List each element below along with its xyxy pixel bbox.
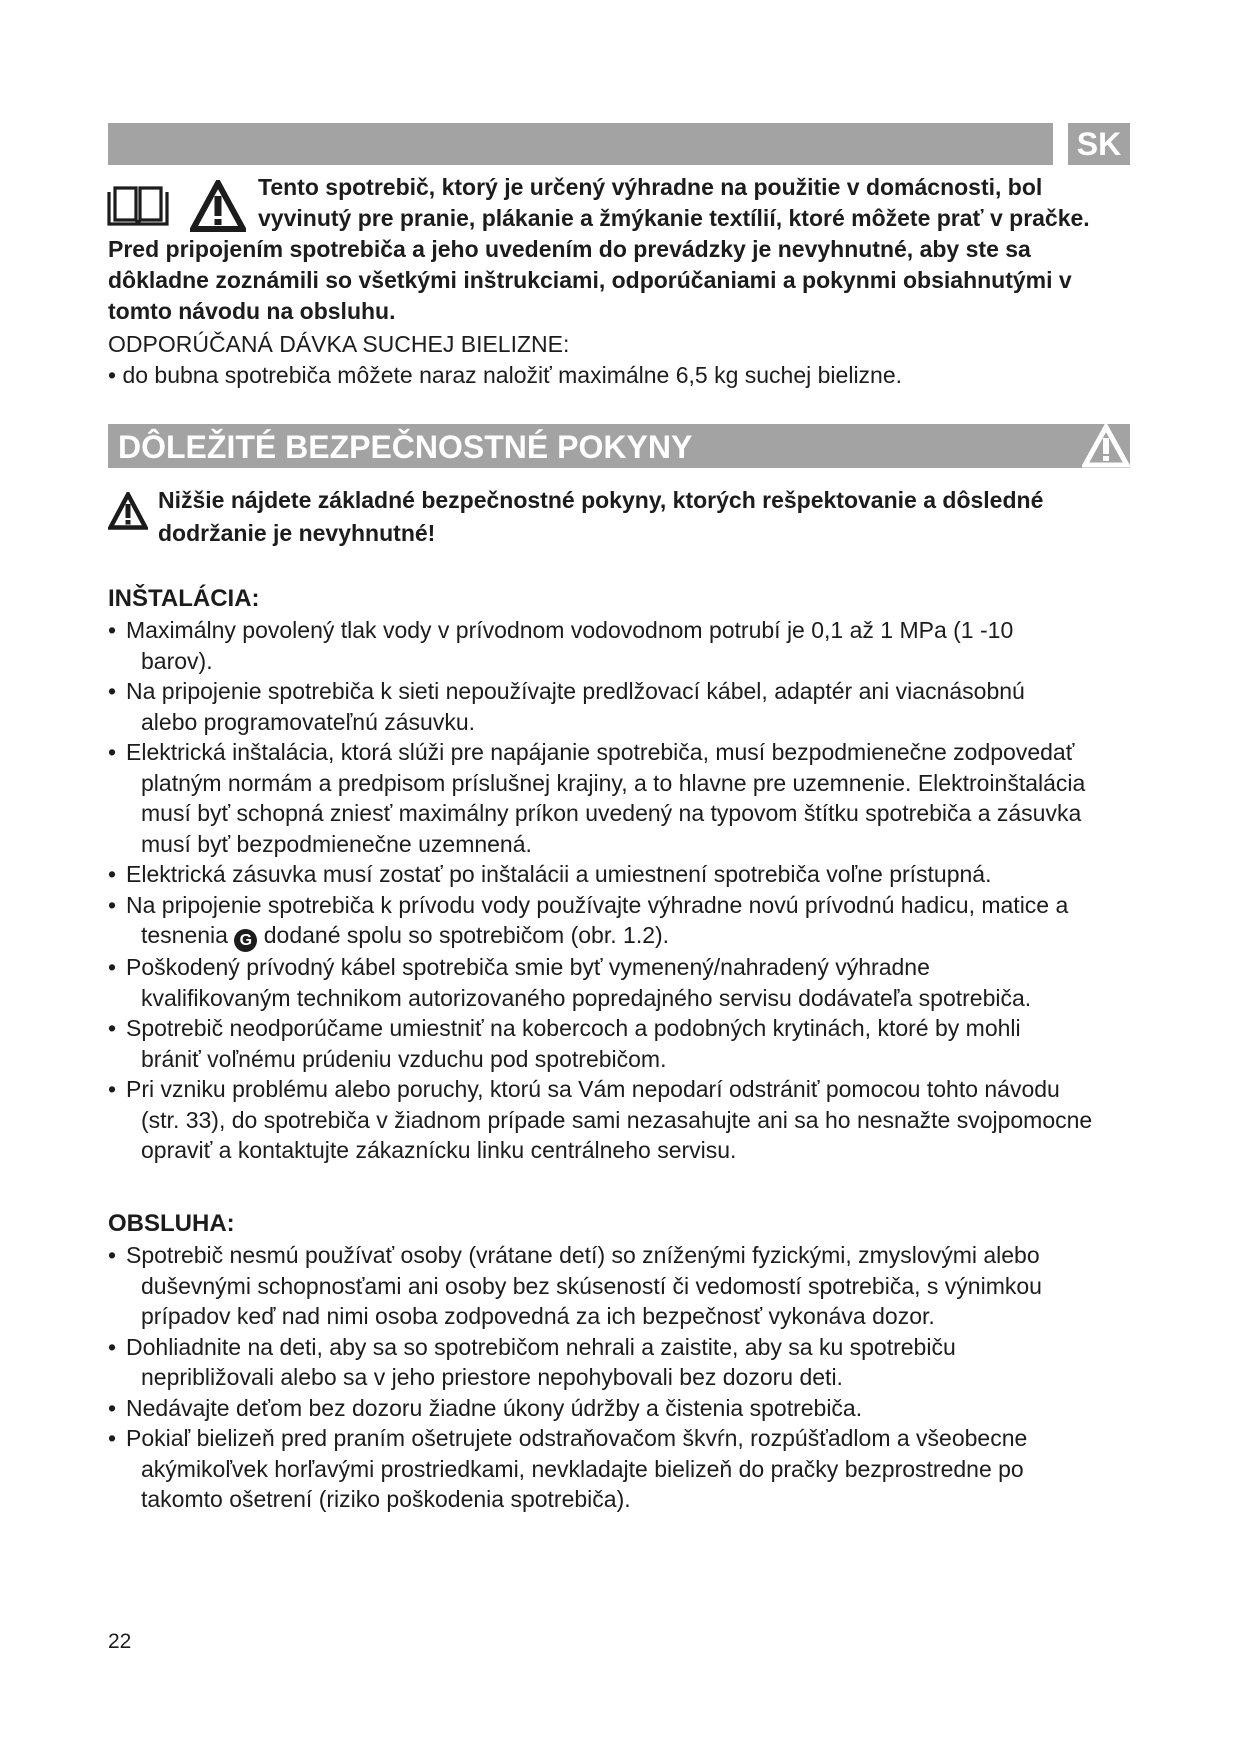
dose-title: ODPORÚČANÁ DÁVKA SUCHEJ BIELIZNE:: [108, 331, 570, 357]
warning-triangle-icon: [108, 492, 148, 530]
list-item: • Pokiaľ bielizeň pred praním ošetrujete odstraňovačom škvŕn, rozpúšťadlom a všeobecne akýmikoľvek horľavými prostriedkami, nevkladajte bielizeň do pračky bezprostredne po takomto ošetrení (riziko poškodenia spotrebiča).: [108, 1425, 1028, 1512]
book-icon: [106, 184, 170, 228]
list-item: • Maximálny povolený tlak vody v prívodnom vodovodnom potrubí je 0,1 až 1 MPa (1 -10 barov).: [108, 617, 1014, 674]
operation-list: [108, 1240, 1128, 1515]
list-item: • Spotrebič neodporúčame umiestniť na kobercoch a podobných krytinách, ktoré by mohli brániť voľnému prúdeniu vzduchu pod spotrebičom.: [108, 1015, 1021, 1072]
intro-line: tomto návodu na obsluhu.: [108, 298, 396, 324]
operation-heading: OBSLUHA:: [108, 1210, 235, 1237]
list-item: • Na pripojenie spotrebiča k prívodu vody používajte výhradne novú prívodnú hadicu, matice a tesnenia G dodané spolu so spotrebičom (obr. 1.2).: [108, 890, 1128, 953]
list-item: • Poškodený prívodný kábel spotrebiča smie byť vymenený/nahradený výhradne kvalifikovaným technikom autorizovaného popredajného servisu dodávateľa spotrebiča.: [108, 954, 1032, 1011]
intro-paragraph-rest: [108, 234, 1118, 327]
list-item: • Spotrebič nesmú používať osoby (vrátane detí) so zníženými fyzickými, zmyslovými alebo duševnými schopnosťami ani osoby bez skúseností či vedomostí spotrebiča, s výnimkou prípadov keď nad nimi osoba zodpovedná za ich bezpečnosť vykonáva dozor.: [108, 1242, 1042, 1329]
warning-triangle-icon: [190, 180, 246, 232]
header-bar: [108, 123, 1053, 165]
safety-note: [158, 484, 1118, 550]
intro-line: Pred pripojením spotrebiča a jeho uvedením do prevádzky je nevyhnutné, aby ste sa: [108, 236, 1031, 262]
installation-list: [108, 615, 1128, 1166]
intro-line: Tento spotrebič, ktorý je určený výhradne na použitie v domácnosti, bol: [258, 174, 1043, 200]
list-item: • Elektrická zásuvka musí zostať po inštalácii a umiestnení spotrebiča voľne prístupná.: [108, 861, 992, 887]
page-number: 22: [108, 1630, 132, 1653]
intro-line: dôkladne zoznámili so všetkými inštrukciami, odporúčaniami a pokynmi obsiahnutými v: [108, 267, 1072, 293]
safety-section-bar: [108, 424, 1130, 468]
list-item: • Na pripojenie spotrebiča k sieti nepoužívajte predlžovací kábel, adaptér ani viacnásobnú alebo programovateľnú zásuvku.: [108, 678, 1025, 735]
installation-heading: INŠTALÁCIA:: [108, 585, 260, 612]
section-title: DÔLEŽITÉ BEZPEČNOSTNÉ POKYNY: [118, 429, 693, 465]
warning-triangle-icon: [1082, 424, 1130, 468]
list-item: • Nedávajte deťom bez dozoru žiadne úkony údržby a čistenia spotrebiča.: [108, 1394, 863, 1421]
list-item: • Pri vzniku problému alebo poruchy, ktorú sa Vám nepodarí odstrániť pomocou tohto návodu (str. 33), do spotrebiča v žiadnom prípade sami nezasahujte ani sa ho nesnažte svojpomocne opraviť a kontaktujte zákaznícku linku centrálneho servisu.: [108, 1076, 1093, 1163]
safety-note-line: Nižšie nájdete základné bezpečnostné pokyny, ktorých rešpektovanie a dôsledné: [158, 487, 1044, 513]
dose-item: • do bubna spotrebiča môžete naraz naložiť maximálne 6,5 kg suchej bielizne.: [108, 362, 903, 388]
intro-line: vyvinutý pre pranie, plákanie a žmýkanie textílií, ktoré môžete prať v pračke.: [258, 205, 1090, 231]
dose-item-text: do bubna spotrebiča môžete naraz naložiť maximálne 6,5 kg suchej bielizne.: [122, 362, 903, 388]
seal-marker-icon: G: [234, 929, 257, 952]
language-badge: SK: [1068, 123, 1130, 165]
intro-paragraph-first: [258, 172, 1128, 234]
safety-note-line: dodržanie je nevyhnutné!: [158, 520, 436, 546]
list-item: • Dohliadnite na deti, aby sa so spotrebičom nehrali a zaistite, aby sa ku spotrebiču nepribližovali alebo sa v jeho priestore nepohybovali bez dozoru deti.: [108, 1333, 956, 1390]
list-item: • Elektrická inštalácia, ktorá slúži pre napájanie spotrebiča, musí bezpodmienečne zodpovedať platným normám a predpisom príslušnej krajiny, a to hlavne pre uzemnenie. Elektroinštalácia musí byť schopná zniesť maximálny príkon uvedený na typovom štítku spotrebiča a zásuvka musí byť bezpodmienečne uzemnená.: [108, 739, 1086, 857]
